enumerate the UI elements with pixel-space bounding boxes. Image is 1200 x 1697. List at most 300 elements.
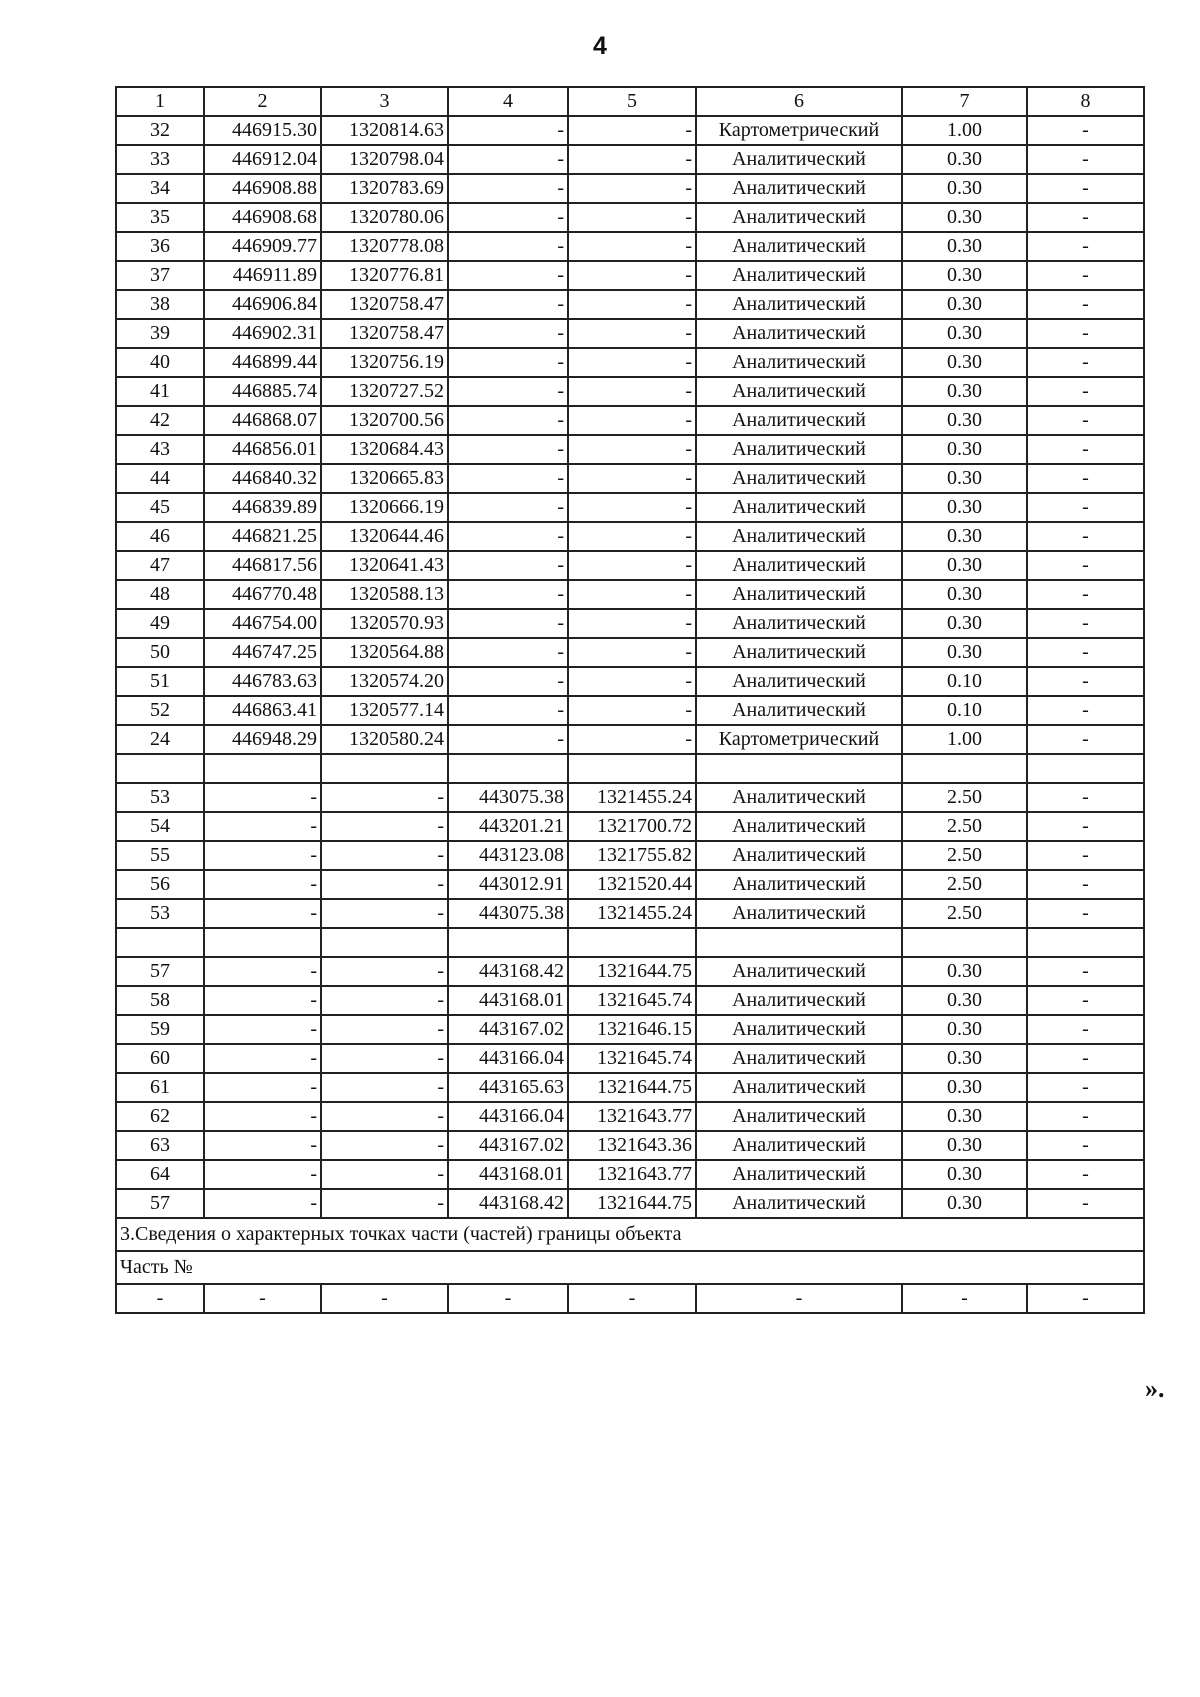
table-cell: 2.50 — [902, 783, 1027, 812]
table-cell: 446868.07 — [204, 406, 321, 435]
table-cell: 446906.84 — [204, 290, 321, 319]
table-row — [116, 986, 1144, 1015]
table-cell: - — [1027, 870, 1144, 899]
table-cell: 0.30 — [902, 319, 1027, 348]
table-cell: 1321644.75 — [568, 1189, 696, 1218]
table-cell: 443165.63 — [448, 1073, 568, 1102]
table-cell: - — [568, 638, 696, 667]
table-cell: 443168.42 — [448, 1189, 568, 1218]
table-cell: - — [1027, 783, 1144, 812]
table-cell: - — [204, 870, 321, 899]
table-cell: 1321646.15 — [568, 1015, 696, 1044]
part-row — [116, 1284, 1144, 1313]
table-cell: 1320756.19 — [321, 348, 448, 377]
table-cell: - — [321, 957, 448, 986]
table-cell: Аналитический — [696, 1073, 902, 1102]
table-cell: - — [1027, 986, 1144, 1015]
table-cell: Аналитический — [696, 464, 902, 493]
table-cell: 59 — [116, 1015, 204, 1044]
table-cell: 1320574.20 — [321, 667, 448, 696]
closing-quote-mark: ». — [1145, 1374, 1165, 1403]
table-row — [116, 464, 1144, 493]
table-cell: 55 — [116, 841, 204, 870]
table-cell: 443166.04 — [448, 1044, 568, 1073]
table-row — [116, 667, 1144, 696]
table-cell: 443168.01 — [448, 1160, 568, 1189]
table-cell: 443075.38 — [448, 899, 568, 928]
table-cell: 33 — [116, 145, 204, 174]
table-row — [116, 145, 1144, 174]
table-cell: 1321645.74 — [568, 986, 696, 1015]
table-cell: - — [1027, 899, 1144, 928]
table-cell: Аналитический — [696, 986, 902, 1015]
table-cell: - — [448, 377, 568, 406]
empty-cell — [1027, 928, 1144, 957]
table-cell: - — [204, 1131, 321, 1160]
table-cell: 47 — [116, 551, 204, 580]
part-cell: - — [448, 1284, 568, 1313]
table-cell: - — [204, 841, 321, 870]
table-body — [116, 87, 1144, 1313]
table-cell: - — [448, 580, 568, 609]
table-cell: 62 — [116, 1102, 204, 1131]
table-cell: - — [448, 348, 568, 377]
header-cell: 5 — [568, 87, 696, 116]
table-cell: - — [568, 319, 696, 348]
table-cell: Аналитический — [696, 319, 902, 348]
table-cell: 44 — [116, 464, 204, 493]
table-cell: - — [1027, 1189, 1144, 1218]
table-cell: 0.30 — [902, 406, 1027, 435]
table-cell: Аналитический — [696, 667, 902, 696]
table-cell: 446908.88 — [204, 174, 321, 203]
table-cell: 443166.04 — [448, 1102, 568, 1131]
table-cell: - — [1027, 609, 1144, 638]
table-cell: 0.30 — [902, 1073, 1027, 1102]
table-row — [116, 1160, 1144, 1189]
table-cell: 1321643.77 — [568, 1102, 696, 1131]
table-row — [116, 870, 1144, 899]
table-cell: - — [568, 696, 696, 725]
table-cell: 39 — [116, 319, 204, 348]
table-cell: 1320778.08 — [321, 232, 448, 261]
table-cell: 57 — [116, 1189, 204, 1218]
table-cell: 2.50 — [902, 899, 1027, 928]
empty-cell — [321, 928, 448, 957]
header-cell: 6 — [696, 87, 902, 116]
table-cell: - — [568, 261, 696, 290]
table-cell: - — [1027, 551, 1144, 580]
table-cell: 1320588.13 — [321, 580, 448, 609]
table-cell: Картометрический — [696, 725, 902, 754]
table-cell: 0.30 — [902, 377, 1027, 406]
table-cell: 38 — [116, 290, 204, 319]
table-row — [116, 899, 1144, 928]
table-cell: - — [204, 1160, 321, 1189]
table-cell: 0.30 — [902, 290, 1027, 319]
table-cell: 1320776.81 — [321, 261, 448, 290]
table-cell: Аналитический — [696, 957, 902, 986]
table-cell: 0.10 — [902, 667, 1027, 696]
table-cell: 0.30 — [902, 1015, 1027, 1044]
section-3-title-row — [116, 1218, 1144, 1251]
part-number-label: Часть № — [116, 1251, 1144, 1284]
table-cell: - — [568, 435, 696, 464]
table-cell: - — [1027, 580, 1144, 609]
table-cell: 1321644.75 — [568, 1073, 696, 1102]
part-number-label-row — [116, 1251, 1144, 1284]
empty-cell — [568, 754, 696, 783]
table-cell: 0.10 — [902, 696, 1027, 725]
empty-cell — [696, 754, 902, 783]
table-cell: Аналитический — [696, 232, 902, 261]
table-cell: Аналитический — [696, 261, 902, 290]
table-row — [116, 725, 1144, 754]
table-cell: 443168.42 — [448, 957, 568, 986]
table-cell: - — [204, 1015, 321, 1044]
table-cell: - — [568, 551, 696, 580]
table-cell: - — [448, 522, 568, 551]
table-cell: 0.30 — [902, 348, 1027, 377]
table-cell: - — [1027, 667, 1144, 696]
table-cell: 42 — [116, 406, 204, 435]
table-cell: - — [1027, 725, 1144, 754]
table-row — [116, 551, 1144, 580]
table-row — [116, 1102, 1144, 1131]
table-cell: Аналитический — [696, 348, 902, 377]
empty-cell — [696, 928, 902, 957]
table-cell: 64 — [116, 1160, 204, 1189]
table-cell: 52 — [116, 696, 204, 725]
table-cell: 446915.30 — [204, 116, 321, 145]
table-cell: 446902.31 — [204, 319, 321, 348]
table-cell: - — [1027, 1160, 1144, 1189]
table-cell: - — [321, 1073, 448, 1102]
table-cell: - — [568, 667, 696, 696]
table-cell: 48 — [116, 580, 204, 609]
table-cell: 0.30 — [902, 609, 1027, 638]
table-cell: Аналитический — [696, 609, 902, 638]
table-cell: 446908.68 — [204, 203, 321, 232]
empty-cell — [902, 754, 1027, 783]
table-row — [116, 1044, 1144, 1073]
table-cell: Аналитический — [696, 1160, 902, 1189]
table-cell: 0.30 — [902, 203, 1027, 232]
table-cell: - — [1027, 841, 1144, 870]
table-cell: - — [568, 377, 696, 406]
table-cell: 446783.63 — [204, 667, 321, 696]
table-cell: 0.30 — [902, 551, 1027, 580]
table-row — [116, 609, 1144, 638]
table-cell: 53 — [116, 783, 204, 812]
table-cell: - — [1027, 812, 1144, 841]
table-cell: 443075.38 — [448, 783, 568, 812]
table-cell: 0.30 — [902, 986, 1027, 1015]
coordinates-table — [115, 86, 1145, 1314]
table-cell: 446770.48 — [204, 580, 321, 609]
table-row — [116, 406, 1144, 435]
table-cell: - — [321, 783, 448, 812]
empty-cell — [116, 928, 204, 957]
table-cell: 446821.25 — [204, 522, 321, 551]
table-cell: 1320665.83 — [321, 464, 448, 493]
table-cell: - — [568, 406, 696, 435]
table-cell: - — [1027, 464, 1144, 493]
table-cell: 0.30 — [902, 435, 1027, 464]
table-cell: - — [1027, 348, 1144, 377]
table-cell: Аналитический — [696, 522, 902, 551]
empty-cell — [448, 754, 568, 783]
table-cell: 1321643.77 — [568, 1160, 696, 1189]
table-cell: - — [568, 725, 696, 754]
table-cell: Аналитический — [696, 406, 902, 435]
table-cell: Аналитический — [696, 812, 902, 841]
table-cell: Аналитический — [696, 580, 902, 609]
table-cell: Аналитический — [696, 377, 902, 406]
table-cell: - — [321, 986, 448, 1015]
header-cell: 3 — [321, 87, 448, 116]
table-cell: Аналитический — [696, 290, 902, 319]
table-cell: 446856.01 — [204, 435, 321, 464]
table-cell: 57 — [116, 957, 204, 986]
table-cell: 61 — [116, 1073, 204, 1102]
table-cell: 40 — [116, 348, 204, 377]
table-cell: 34 — [116, 174, 204, 203]
table-cell: - — [568, 116, 696, 145]
part-cell: - — [568, 1284, 696, 1313]
table-cell: 446754.00 — [204, 609, 321, 638]
table-cell: - — [448, 203, 568, 232]
table-cell: - — [1027, 290, 1144, 319]
table-row — [116, 203, 1144, 232]
table-cell: 37 — [116, 261, 204, 290]
table-cell: - — [448, 319, 568, 348]
table-cell: - — [568, 203, 696, 232]
separator-row — [116, 754, 1144, 783]
empty-cell — [902, 928, 1027, 957]
table-cell: 0.30 — [902, 261, 1027, 290]
table-cell: 443123.08 — [448, 841, 568, 870]
table-cell: - — [321, 841, 448, 870]
table-cell: - — [321, 1102, 448, 1131]
table-cell: 1320570.93 — [321, 609, 448, 638]
table-cell: - — [1027, 203, 1144, 232]
table-cell: - — [448, 261, 568, 290]
table-cell: 446912.04 — [204, 145, 321, 174]
table-cell: 63 — [116, 1131, 204, 1160]
table-cell: Аналитический — [696, 899, 902, 928]
table-cell: 41 — [116, 377, 204, 406]
empty-cell — [568, 928, 696, 957]
table-cell: - — [448, 406, 568, 435]
empty-cell — [204, 754, 321, 783]
table-cell: - — [1027, 145, 1144, 174]
table-row — [116, 261, 1144, 290]
table-cell: 446911.89 — [204, 261, 321, 290]
table-cell: Аналитический — [696, 493, 902, 522]
table-cell: - — [448, 435, 568, 464]
table-row — [116, 493, 1144, 522]
table-cell: 36 — [116, 232, 204, 261]
table-cell: Аналитический — [696, 841, 902, 870]
table-cell: - — [204, 1044, 321, 1073]
table-row — [116, 580, 1144, 609]
table-cell: 0.30 — [902, 1131, 1027, 1160]
table-cell: 0.30 — [902, 174, 1027, 203]
table-cell: - — [321, 812, 448, 841]
table-cell: 46 — [116, 522, 204, 551]
table-cell: - — [568, 174, 696, 203]
table-cell: 58 — [116, 986, 204, 1015]
table-row — [116, 348, 1144, 377]
table-cell: - — [448, 232, 568, 261]
table-cell: Аналитический — [696, 870, 902, 899]
table-cell: Аналитический — [696, 1044, 902, 1073]
table-cell: 1320577.14 — [321, 696, 448, 725]
table-cell: 1320644.46 — [321, 522, 448, 551]
table-row — [116, 319, 1144, 348]
table-cell: 0.30 — [902, 493, 1027, 522]
part-cell: - — [116, 1284, 204, 1313]
table-cell: - — [448, 464, 568, 493]
table-cell: - — [1027, 319, 1144, 348]
part-cell: - — [696, 1284, 902, 1313]
table-cell: 32 — [116, 116, 204, 145]
table-cell: - — [204, 986, 321, 1015]
table-cell: - — [448, 667, 568, 696]
table-cell: - — [568, 493, 696, 522]
table-cell: 446899.44 — [204, 348, 321, 377]
table-cell: - — [568, 464, 696, 493]
table-cell: 446747.25 — [204, 638, 321, 667]
table-cell: 1321455.24 — [568, 783, 696, 812]
table-cell: Аналитический — [696, 174, 902, 203]
table-cell: - — [1027, 522, 1144, 551]
table-cell: 446885.74 — [204, 377, 321, 406]
table-cell: Аналитический — [696, 1131, 902, 1160]
table-cell: 1321520.44 — [568, 870, 696, 899]
table-cell: 443168.01 — [448, 986, 568, 1015]
table-row — [116, 841, 1144, 870]
table-cell: - — [448, 725, 568, 754]
table-cell: 1320564.88 — [321, 638, 448, 667]
table-cell: 1320783.69 — [321, 174, 448, 203]
table-cell: 1320814.63 — [321, 116, 448, 145]
table-cell: 53 — [116, 899, 204, 928]
table-cell: - — [204, 1102, 321, 1131]
table-cell: - — [568, 232, 696, 261]
table-row — [116, 435, 1144, 464]
table-cell: 49 — [116, 609, 204, 638]
table-cell: - — [1027, 261, 1144, 290]
table-cell: 446840.32 — [204, 464, 321, 493]
header-row — [116, 87, 1144, 116]
table-cell: Аналитический — [696, 1102, 902, 1131]
table-cell: 1320758.47 — [321, 290, 448, 319]
table-cell: - — [321, 1189, 448, 1218]
table-cell: - — [1027, 232, 1144, 261]
table-cell: - — [321, 899, 448, 928]
table-cell: 443201.21 — [448, 812, 568, 841]
section-3-title: 3.Сведения о характерных точках части (частей) границы объекта — [116, 1218, 1144, 1251]
table-row — [116, 377, 1144, 406]
table-row — [116, 1131, 1144, 1160]
table-cell: - — [204, 957, 321, 986]
table-cell: 2.50 — [902, 870, 1027, 899]
table-cell: - — [568, 290, 696, 319]
table-cell: - — [1027, 1102, 1144, 1131]
table-cell: - — [568, 348, 696, 377]
table-cell: 1320758.47 — [321, 319, 448, 348]
table-cell: - — [448, 551, 568, 580]
table-cell: 0.30 — [902, 957, 1027, 986]
table-cell: 446839.89 — [204, 493, 321, 522]
table-cell: 1321644.75 — [568, 957, 696, 986]
table-cell: - — [1027, 435, 1144, 464]
table-cell: 1320641.43 — [321, 551, 448, 580]
table-cell: 51 — [116, 667, 204, 696]
table-cell: - — [1027, 493, 1144, 522]
table-cell: Аналитический — [696, 638, 902, 667]
table-cell: - — [448, 145, 568, 174]
table-row — [116, 638, 1144, 667]
table-cell: - — [448, 290, 568, 319]
table-row — [116, 812, 1144, 841]
table-cell: 0.30 — [902, 464, 1027, 493]
table-cell: 1321645.74 — [568, 1044, 696, 1073]
table-cell: - — [204, 899, 321, 928]
table-cell: - — [448, 696, 568, 725]
table-cell: 56 — [116, 870, 204, 899]
table-cell: 1320798.04 — [321, 145, 448, 174]
empty-cell — [321, 754, 448, 783]
table-row — [116, 290, 1144, 319]
part-cell: - — [204, 1284, 321, 1313]
table-cell: 0.30 — [902, 638, 1027, 667]
part-cell: - — [321, 1284, 448, 1313]
table-row — [116, 1189, 1144, 1218]
table-cell: Аналитический — [696, 1015, 902, 1044]
table-cell: 60 — [116, 1044, 204, 1073]
table-cell: 1320580.24 — [321, 725, 448, 754]
table-cell: 1320666.19 — [321, 493, 448, 522]
table-cell: 24 — [116, 725, 204, 754]
table-cell: 1.00 — [902, 725, 1027, 754]
table-cell: 0.30 — [902, 1044, 1027, 1073]
table-cell: 43 — [116, 435, 204, 464]
table-cell: 446863.41 — [204, 696, 321, 725]
table-cell: - — [204, 1189, 321, 1218]
part-cell: - — [902, 1284, 1027, 1313]
table-cell: - — [448, 609, 568, 638]
table-cell: - — [1027, 1131, 1144, 1160]
table-cell: 0.30 — [902, 145, 1027, 174]
table-cell: 1321643.36 — [568, 1131, 696, 1160]
table-cell: Аналитический — [696, 1189, 902, 1218]
table-cell: 1321700.72 — [568, 812, 696, 841]
header-cell: 7 — [902, 87, 1027, 116]
table-cell: 1321455.24 — [568, 899, 696, 928]
table-cell: - — [1027, 406, 1144, 435]
table-row — [116, 696, 1144, 725]
table-cell: 1321755.82 — [568, 841, 696, 870]
table-row — [116, 522, 1144, 551]
table-cell: - — [1027, 696, 1144, 725]
table-cell: Аналитический — [696, 783, 902, 812]
table-cell: Аналитический — [696, 435, 902, 464]
page-number: 4 — [593, 32, 607, 60]
table-cell: 0.30 — [902, 1160, 1027, 1189]
